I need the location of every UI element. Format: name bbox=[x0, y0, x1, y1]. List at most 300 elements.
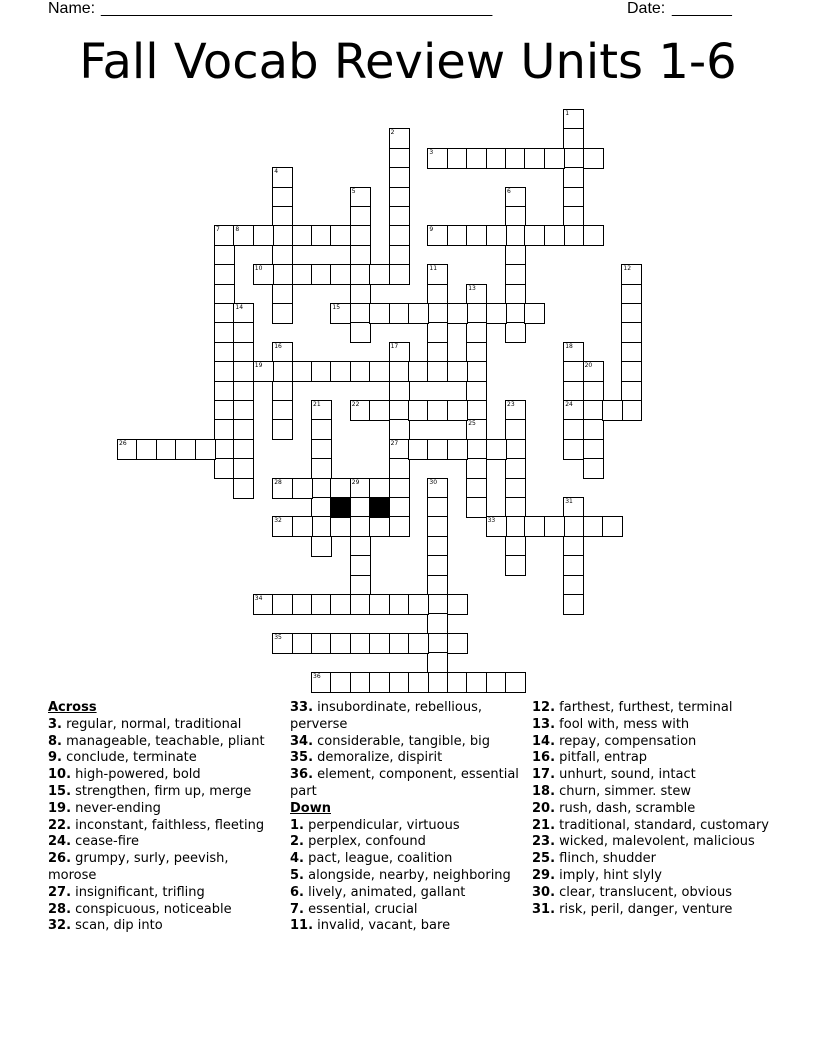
grid-cell[interactable] bbox=[583, 439, 604, 460]
grid-cell[interactable] bbox=[389, 633, 410, 654]
grid-cell[interactable] bbox=[272, 206, 293, 227]
clue-text: regular, normal, traditional bbox=[61, 716, 242, 732]
clue-num: 36. bbox=[290, 767, 314, 783]
grid-cell[interactable] bbox=[427, 478, 448, 499]
grid-cell[interactable] bbox=[311, 458, 332, 479]
grid-cell[interactable] bbox=[311, 361, 332, 382]
grid-cell[interactable] bbox=[214, 245, 235, 266]
clue-num: 27. bbox=[48, 884, 72, 900]
grid-cell[interactable] bbox=[447, 225, 468, 246]
grid-cell[interactable] bbox=[272, 342, 293, 363]
grid-cell[interactable] bbox=[330, 264, 351, 285]
grid-cell[interactable] bbox=[389, 478, 410, 499]
clue-num: 28. bbox=[48, 901, 72, 917]
grid-cell[interactable] bbox=[486, 303, 507, 324]
grid-cell[interactable] bbox=[583, 516, 604, 537]
grid-cell[interactable] bbox=[505, 439, 526, 460]
grid-cell[interactable] bbox=[563, 187, 584, 208]
clue-num: 7. bbox=[290, 901, 304, 917]
clue-number: 34 bbox=[254, 595, 263, 602]
grid-cell[interactable] bbox=[563, 225, 584, 246]
grid-cell[interactable] bbox=[136, 439, 157, 460]
grid-cell[interactable] bbox=[427, 322, 448, 343]
clue-num: 31. bbox=[532, 901, 556, 917]
grid-cell[interactable] bbox=[175, 439, 196, 460]
grid-cell[interactable] bbox=[389, 303, 410, 324]
grid-cell[interactable] bbox=[486, 516, 507, 537]
grid-cell[interactable] bbox=[389, 594, 410, 615]
grid-cell[interactable] bbox=[311, 264, 332, 285]
grid-cell[interactable] bbox=[427, 536, 448, 557]
grid-cell[interactable] bbox=[505, 458, 526, 479]
grid-cell[interactable] bbox=[214, 342, 235, 363]
grid-cell[interactable] bbox=[563, 381, 584, 402]
grid-cell[interactable] bbox=[311, 419, 332, 440]
grid-cell[interactable] bbox=[330, 478, 351, 499]
grid-cell[interactable] bbox=[272, 187, 293, 208]
grid-cell[interactable] bbox=[214, 458, 235, 479]
grid-cell[interactable] bbox=[505, 225, 526, 246]
grid-cell[interactable] bbox=[214, 284, 235, 305]
grid-cell[interactable] bbox=[583, 419, 604, 440]
grid-cell[interactable] bbox=[389, 516, 410, 537]
grid-cell[interactable] bbox=[486, 439, 507, 460]
grid-cell[interactable] bbox=[447, 361, 468, 382]
clue-num: 12. bbox=[532, 700, 556, 715]
grid-cell[interactable] bbox=[563, 555, 584, 576]
clue-number: 15 bbox=[332, 304, 341, 311]
grid-cell[interactable] bbox=[369, 672, 390, 693]
grid-cell[interactable] bbox=[466, 284, 487, 305]
grid-cell[interactable] bbox=[466, 225, 487, 246]
grid-cell[interactable] bbox=[466, 497, 487, 518]
grid-cell[interactable] bbox=[563, 594, 584, 615]
grid-cell[interactable] bbox=[621, 342, 642, 363]
grid-cell[interactable] bbox=[563, 342, 584, 363]
grid-cell[interactable] bbox=[427, 225, 448, 246]
clue-num: 14. bbox=[532, 733, 556, 749]
name-blank[interactable]: ______________________________________________ bbox=[101, 0, 492, 17]
grid-cell[interactable] bbox=[602, 400, 623, 421]
grid-cell[interactable] bbox=[389, 439, 410, 460]
grid-cell[interactable] bbox=[233, 225, 254, 246]
grid-cell[interactable] bbox=[389, 419, 410, 440]
grid-cell[interactable] bbox=[311, 497, 332, 518]
grid-cell[interactable] bbox=[350, 400, 371, 421]
grid-cell[interactable] bbox=[389, 264, 410, 285]
grid-cell[interactable] bbox=[311, 516, 332, 537]
grid-cell[interactable] bbox=[233, 361, 254, 382]
grid-cell[interactable] bbox=[621, 361, 642, 382]
grid-cell[interactable] bbox=[563, 167, 584, 188]
clue bbox=[48, 834, 278, 851]
grid-cell[interactable] bbox=[427, 400, 448, 421]
grid-cell[interactable] bbox=[583, 361, 604, 382]
grid-cell[interactable] bbox=[408, 303, 429, 324]
grid-cell[interactable] bbox=[466, 458, 487, 479]
grid-cell[interactable] bbox=[427, 555, 448, 576]
clue-text: conclude, terminate bbox=[61, 750, 197, 766]
grid-cell[interactable] bbox=[311, 400, 332, 421]
grid-cell[interactable] bbox=[272, 361, 293, 382]
grid-cell[interactable] bbox=[505, 264, 526, 285]
grid-cell[interactable] bbox=[272, 381, 293, 402]
grid-cell[interactable] bbox=[350, 536, 371, 557]
grid-cell[interactable] bbox=[602, 516, 623, 537]
grid-cell[interactable] bbox=[427, 342, 448, 363]
grid-cell[interactable] bbox=[427, 361, 448, 382]
grid-cell[interactable] bbox=[253, 264, 274, 285]
grid-cell[interactable] bbox=[466, 361, 487, 382]
clue-number: 12 bbox=[623, 265, 632, 273]
grid-cell[interactable] bbox=[253, 225, 274, 246]
grid-cell[interactable] bbox=[447, 672, 468, 693]
grid-cell[interactable] bbox=[350, 555, 371, 576]
grid-cell[interactable] bbox=[253, 594, 274, 615]
grid-cell[interactable] bbox=[369, 400, 390, 421]
grid-cell[interactable] bbox=[156, 439, 177, 460]
grid-cell[interactable] bbox=[408, 594, 429, 615]
grid-cell[interactable] bbox=[466, 148, 487, 169]
grid-cell[interactable] bbox=[447, 400, 468, 421]
grid-cell[interactable] bbox=[505, 536, 526, 557]
grid-cell[interactable] bbox=[524, 225, 545, 246]
grid-cell[interactable] bbox=[389, 361, 410, 382]
grid-cell[interactable] bbox=[505, 400, 526, 421]
grid-cell[interactable] bbox=[311, 439, 332, 460]
grid-cell[interactable] bbox=[389, 400, 410, 421]
grid-cell[interactable] bbox=[563, 497, 584, 518]
grid-cell[interactable] bbox=[272, 225, 293, 246]
grid-cell[interactable] bbox=[214, 400, 235, 421]
grid-cell[interactable] bbox=[330, 633, 351, 654]
clue-text: imply, hint slyly bbox=[555, 867, 662, 883]
grid-cell[interactable] bbox=[350, 633, 371, 654]
grid-cell[interactable] bbox=[486, 148, 507, 169]
grid-cell[interactable] bbox=[505, 245, 526, 266]
grid-cell[interactable] bbox=[214, 439, 235, 460]
grid-cell[interactable] bbox=[563, 361, 584, 382]
grid-cell[interactable] bbox=[427, 652, 448, 673]
grid-cell[interactable] bbox=[272, 478, 293, 499]
grid-cell[interactable] bbox=[292, 225, 313, 246]
grid-cell[interactable] bbox=[272, 167, 293, 188]
grid-cell[interactable] bbox=[447, 148, 468, 169]
grid-cell[interactable] bbox=[350, 187, 371, 208]
grid-cell[interactable] bbox=[214, 225, 235, 246]
grid-cell[interactable] bbox=[272, 633, 293, 654]
grid-cell[interactable] bbox=[292, 264, 313, 285]
grid-cell[interactable] bbox=[369, 361, 390, 382]
grid-cell[interactable] bbox=[350, 206, 371, 227]
grid-cell[interactable] bbox=[563, 128, 584, 149]
grid-cell[interactable] bbox=[369, 633, 390, 654]
grid-cell[interactable] bbox=[544, 225, 565, 246]
grid-cell[interactable] bbox=[427, 264, 448, 285]
grid-cell[interactable] bbox=[311, 633, 332, 654]
grid-cell[interactable] bbox=[427, 672, 448, 693]
clue bbox=[48, 750, 278, 767]
grid-cell[interactable] bbox=[563, 439, 584, 460]
grid-cell[interactable] bbox=[214, 303, 235, 324]
grid-cell[interactable] bbox=[369, 478, 390, 499]
grid-cell[interactable] bbox=[311, 478, 332, 499]
grid-cell[interactable] bbox=[292, 361, 313, 382]
grid-cell[interactable] bbox=[350, 478, 371, 499]
grid-cell[interactable] bbox=[233, 381, 254, 402]
grid-cell[interactable] bbox=[524, 516, 545, 537]
grid-cell[interactable] bbox=[272, 284, 293, 305]
grid-cell[interactable] bbox=[466, 342, 487, 363]
grid-cell[interactable] bbox=[427, 497, 448, 518]
grid-cell[interactable] bbox=[330, 672, 351, 693]
grid-cell[interactable] bbox=[272, 303, 293, 324]
grid-cell[interactable] bbox=[505, 303, 526, 324]
grid-cell[interactable] bbox=[292, 633, 313, 654]
grid-cell[interactable] bbox=[524, 303, 545, 324]
grid-cell[interactable] bbox=[583, 400, 604, 421]
grid-cell[interactable] bbox=[563, 575, 584, 596]
clue bbox=[48, 851, 278, 885]
grid-cell[interactable] bbox=[369, 303, 390, 324]
clue-num: 13. bbox=[532, 716, 556, 732]
grid-cell[interactable] bbox=[330, 516, 351, 537]
grid-cell[interactable] bbox=[466, 478, 487, 499]
grid-cell[interactable] bbox=[583, 458, 604, 479]
clue bbox=[48, 767, 278, 784]
grid-cell[interactable] bbox=[505, 497, 526, 518]
clue bbox=[532, 868, 772, 885]
grid-cell[interactable] bbox=[272, 419, 293, 440]
grid-cell[interactable] bbox=[505, 555, 526, 576]
date-label: Date: bbox=[627, 0, 666, 17]
grid-cell[interactable] bbox=[350, 575, 371, 596]
grid-cell[interactable] bbox=[330, 594, 351, 615]
grid-cell[interactable] bbox=[563, 400, 584, 421]
grid-cell[interactable] bbox=[330, 225, 351, 246]
clue-number: 19 bbox=[254, 362, 263, 370]
clue-number: 9 bbox=[429, 226, 434, 234]
grid-cell[interactable] bbox=[466, 419, 487, 440]
clue-num: 1. bbox=[290, 817, 304, 833]
grid-cell[interactable] bbox=[427, 148, 448, 169]
grid-cell[interactable] bbox=[272, 516, 293, 537]
grid-cell[interactable] bbox=[233, 478, 254, 499]
clue bbox=[532, 801, 772, 818]
grid-cell[interactable] bbox=[350, 225, 371, 246]
grid-cell[interactable] bbox=[466, 381, 487, 402]
grid-cell[interactable] bbox=[447, 439, 468, 460]
clue bbox=[290, 818, 520, 835]
clue bbox=[290, 885, 520, 902]
grid-cell[interactable] bbox=[389, 381, 410, 402]
grid-cell[interactable] bbox=[350, 322, 371, 343]
clue-text: churn, simmer. stew bbox=[555, 783, 692, 799]
grid-cell[interactable] bbox=[369, 264, 390, 285]
grid-cell[interactable] bbox=[330, 361, 351, 382]
clue bbox=[532, 734, 772, 751]
grid-cell[interactable] bbox=[447, 594, 468, 615]
grid-cell[interactable] bbox=[427, 594, 448, 615]
grid-cell[interactable] bbox=[408, 361, 429, 382]
grid-cell[interactable] bbox=[389, 497, 410, 518]
grid-cell[interactable] bbox=[350, 672, 371, 693]
grid-cell[interactable] bbox=[389, 225, 410, 246]
grid-cell[interactable] bbox=[466, 672, 487, 693]
grid-cell[interactable] bbox=[214, 264, 235, 285]
grid-cell[interactable] bbox=[389, 342, 410, 363]
grid-cell[interactable] bbox=[253, 361, 274, 382]
grid-cell[interactable] bbox=[544, 148, 565, 169]
grid-cell[interactable] bbox=[272, 264, 293, 285]
grid-cell[interactable] bbox=[427, 284, 448, 305]
grid-cell[interactable] bbox=[583, 225, 604, 246]
grid-cell[interactable] bbox=[466, 400, 487, 421]
grid-cell[interactable] bbox=[350, 264, 371, 285]
grid-cell[interactable] bbox=[427, 613, 448, 634]
grid-cell[interactable] bbox=[563, 536, 584, 557]
clue-text: traditional, standard, customary bbox=[555, 817, 769, 833]
grid-cell[interactable] bbox=[311, 672, 332, 693]
grid-cell[interactable] bbox=[466, 303, 487, 324]
clue bbox=[48, 784, 278, 801]
grid-cell[interactable] bbox=[233, 419, 254, 440]
grid-cell[interactable] bbox=[350, 245, 371, 266]
grid-cell[interactable] bbox=[408, 672, 429, 693]
grid-cell[interactable] bbox=[427, 633, 448, 654]
grid-cell[interactable] bbox=[350, 361, 371, 382]
grid-cell[interactable] bbox=[408, 400, 429, 421]
grid-cell[interactable] bbox=[563, 516, 584, 537]
grid-cell[interactable] bbox=[117, 439, 138, 460]
grid-cell[interactable] bbox=[214, 381, 235, 402]
grid-cell[interactable] bbox=[505, 187, 526, 208]
clue-number: 27 bbox=[390, 439, 399, 447]
grid-cell[interactable] bbox=[233, 322, 254, 343]
clue-number: 20 bbox=[584, 362, 593, 370]
grid-cell[interactable] bbox=[408, 633, 429, 654]
grid-cell[interactable] bbox=[563, 109, 584, 130]
grid-cell[interactable] bbox=[350, 516, 371, 537]
grid-cell[interactable] bbox=[389, 187, 410, 208]
clue-number: 14 bbox=[235, 304, 244, 311]
grid-cell[interactable] bbox=[621, 381, 642, 402]
down-heading: Down bbox=[290, 800, 331, 816]
grid-cell[interactable] bbox=[350, 594, 371, 615]
grid-cell[interactable] bbox=[389, 148, 410, 169]
grid-cell[interactable] bbox=[563, 148, 584, 169]
grid-cell[interactable] bbox=[505, 672, 526, 693]
grid-cell[interactable] bbox=[233, 342, 254, 363]
grid-cell[interactable] bbox=[486, 672, 507, 693]
grid-cell[interactable] bbox=[389, 458, 410, 479]
grid-cell[interactable] bbox=[505, 206, 526, 227]
grid-cell[interactable] bbox=[427, 575, 448, 596]
grid-cell[interactable] bbox=[505, 478, 526, 499]
grid-cell[interactable] bbox=[233, 439, 254, 460]
grid-cell[interactable] bbox=[311, 536, 332, 557]
clue-num: 2. bbox=[290, 834, 304, 850]
grid-cell[interactable] bbox=[350, 497, 371, 518]
grid-cell[interactable] bbox=[233, 400, 254, 421]
grid-cell[interactable] bbox=[505, 419, 526, 440]
grid-cell[interactable] bbox=[583, 381, 604, 402]
grid-cell[interactable] bbox=[505, 148, 526, 169]
grid-cell[interactable] bbox=[292, 478, 313, 499]
clue-text: insignificant, trifling bbox=[71, 884, 205, 900]
grid-cell[interactable] bbox=[427, 439, 448, 460]
grid-cell[interactable] bbox=[389, 167, 410, 188]
grid-cell[interactable] bbox=[621, 322, 642, 343]
grid-cell[interactable] bbox=[350, 303, 371, 324]
grid-cell[interactable] bbox=[563, 206, 584, 227]
grid-cell[interactable] bbox=[389, 128, 410, 149]
grid-cell[interactable] bbox=[486, 225, 507, 246]
grid-cell[interactable] bbox=[272, 400, 293, 421]
grid-cell[interactable] bbox=[214, 419, 235, 440]
grid-cell[interactable] bbox=[272, 594, 293, 615]
grid-cell[interactable] bbox=[369, 516, 390, 537]
grid-cell[interactable] bbox=[272, 245, 293, 266]
grid-cell[interactable] bbox=[292, 594, 313, 615]
grid-cell[interactable] bbox=[389, 245, 410, 266]
clue-num: 8. bbox=[48, 733, 62, 749]
clue-number: 24 bbox=[565, 401, 573, 408]
grid-cell[interactable] bbox=[621, 284, 642, 305]
grid-cell[interactable] bbox=[466, 322, 487, 343]
clue-text: manageable, teachable, pliant bbox=[61, 733, 265, 749]
grid-cell[interactable] bbox=[369, 594, 390, 615]
grid-cell[interactable] bbox=[621, 303, 642, 324]
grid-cell[interactable] bbox=[447, 633, 468, 654]
clue bbox=[48, 818, 278, 835]
grid-cell[interactable] bbox=[427, 303, 448, 324]
grid-cell[interactable] bbox=[389, 206, 410, 227]
clue-text: high-powered, bold bbox=[71, 767, 201, 783]
grid-cell[interactable] bbox=[408, 439, 429, 460]
grid-cell[interactable] bbox=[311, 594, 332, 615]
date-blank[interactable]: _______ bbox=[672, 0, 732, 17]
grid-cell[interactable] bbox=[330, 303, 351, 324]
grid-cell[interactable] bbox=[544, 516, 565, 537]
grid-cell[interactable] bbox=[621, 264, 642, 285]
grid-cell[interactable] bbox=[389, 672, 410, 693]
grid-cell[interactable] bbox=[583, 148, 604, 169]
grid-cell[interactable] bbox=[505, 516, 526, 537]
clue bbox=[290, 918, 520, 935]
clue-num: 19. bbox=[48, 800, 72, 816]
clue-number: 33 bbox=[487, 517, 496, 525]
grid-cell[interactable] bbox=[311, 225, 332, 246]
grid-cell[interactable] bbox=[505, 284, 526, 305]
grid-cell[interactable] bbox=[233, 458, 254, 479]
grid-cell[interactable] bbox=[621, 400, 642, 421]
grid-cell[interactable] bbox=[214, 361, 235, 382]
grid-cell[interactable] bbox=[292, 516, 313, 537]
grid-cell[interactable] bbox=[524, 148, 545, 169]
grid-cell[interactable] bbox=[466, 439, 487, 460]
grid-cell[interactable] bbox=[214, 322, 235, 343]
grid-cell[interactable] bbox=[427, 516, 448, 537]
grid-cell[interactable] bbox=[195, 439, 216, 460]
grid-cell[interactable] bbox=[447, 303, 468, 324]
clue-text: clear, translucent, obvious bbox=[555, 884, 732, 900]
clue-number: 21 bbox=[313, 401, 321, 408]
grid-cell[interactable] bbox=[350, 284, 371, 305]
grid-cell[interactable] bbox=[233, 303, 254, 324]
grid-cell[interactable] bbox=[563, 419, 584, 440]
grid-cell[interactable] bbox=[505, 322, 526, 343]
